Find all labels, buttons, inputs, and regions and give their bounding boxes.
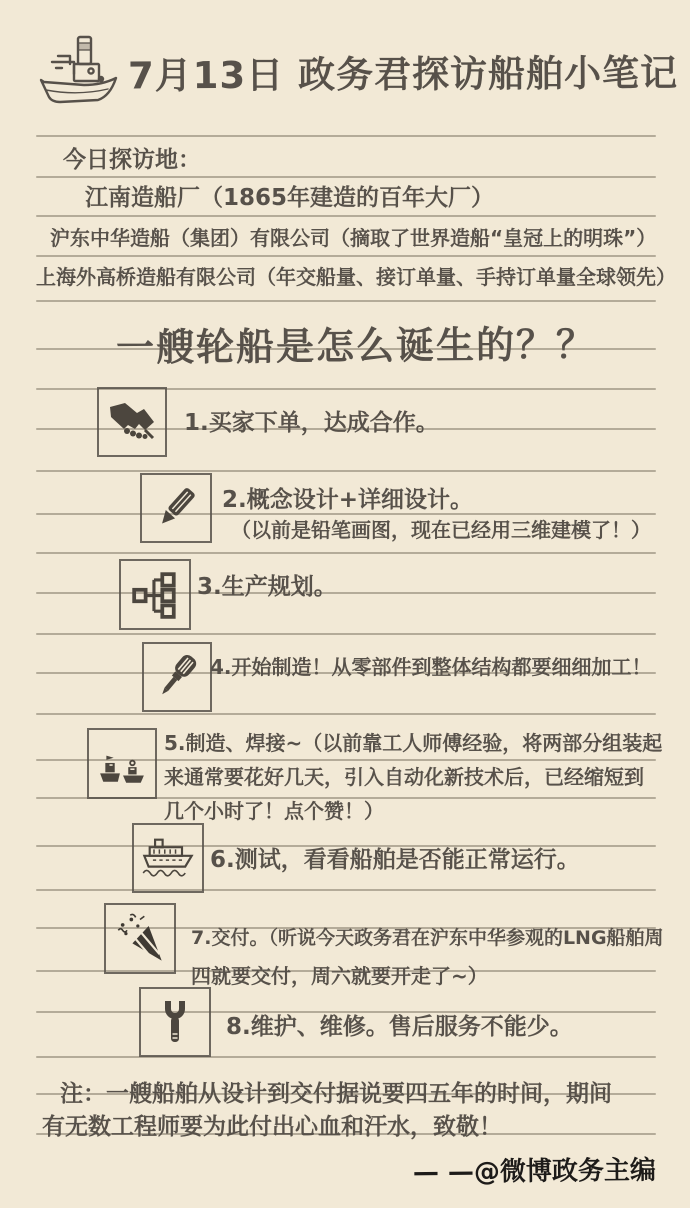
screwdriver-icon [151,651,203,703]
step-7-text: 四就要交付，周六就要开走了~） [191,964,488,988]
ruled-line [36,176,656,178]
step-5-text: 来通常要花好几天，引入自动化新技术后，已经缩短到 [164,765,644,789]
step-5-text: 5.制造、焊接~（以前靠工人师傅经验，将两部分组装起 [164,731,663,755]
step-2-icon-box [140,473,212,543]
ruled-line [36,713,656,715]
page-title: 7月13日 政务君探访船舶小笔记 [127,51,679,98]
step-7-icon-box [104,903,176,974]
visit-item: 上海外高桥造船有限公司（年交船量、接订单量、手持订单量全球领先） [36,265,676,289]
ruled-line [36,135,656,137]
ships-icon [97,739,147,789]
step-6-icon-box [132,823,204,893]
step-4-text: 4.开始制造！从零部件到整体结构都要细细加工！ [210,655,652,679]
ruled-line [36,552,656,554]
party-popper-icon [114,913,166,965]
step-5-icon-box [87,728,157,799]
step-1-icon-box [97,387,167,457]
ruled-line [36,889,656,891]
ruled-line [36,1056,656,1058]
ruled-line [36,470,656,472]
ruled-line [36,215,656,217]
handshake-icon [107,398,157,446]
step-5-text: 几个小时了！点个赞！） [164,799,384,823]
step-8-text: 8.维护、维修。售后服务不能少。 [226,1014,573,1040]
step-8-icon-box [139,987,211,1057]
step-7-text: 7.交付。（听说今天政务君在沪东中华参观的LNG船舶周 [191,927,664,949]
step-2-text: （以前是铅笔画图，现在已经用三维建模了！） [231,518,651,542]
visit-heading: 今日探访地： [63,147,201,173]
question-heading: 一艘轮船是怎么诞生的？？ [115,322,597,370]
signature: — —@微博政务主编 [412,1155,657,1188]
ruled-line [36,300,656,302]
step-2-text: 2.概念设计+详细设计。 [222,487,474,513]
footnote: 有无数工程师要为此付出心血和汗水，致敬！ [42,1114,502,1140]
org-chart-icon [130,569,180,621]
cruise-ship-icon [140,834,196,882]
ruled-line [36,255,656,257]
pencil-icon [151,483,201,533]
step-4-icon-box [142,642,212,712]
step-1-text: 1.买家下单，达成合作。 [184,410,439,436]
ruled-line [36,633,656,635]
step-6-text: 6.测试，看看船舶是否能正常运行。 [210,847,580,873]
visit-item: 沪东中华造船（集团）有限公司（摘取了世界造船“皇冠上的明珠”） [50,226,657,250]
boat-sketch-icon [36,30,131,118]
step-3-text: 3.生产规划。 [197,574,337,600]
footnote: 注：一艘船舶从设计到交付据说要四五年的时间，期间 [60,1081,612,1107]
visit-item: 江南造船厂（1865年建造的百年大厂） [85,185,495,211]
step-3-icon-box [119,559,191,630]
wrench-icon [151,996,199,1048]
